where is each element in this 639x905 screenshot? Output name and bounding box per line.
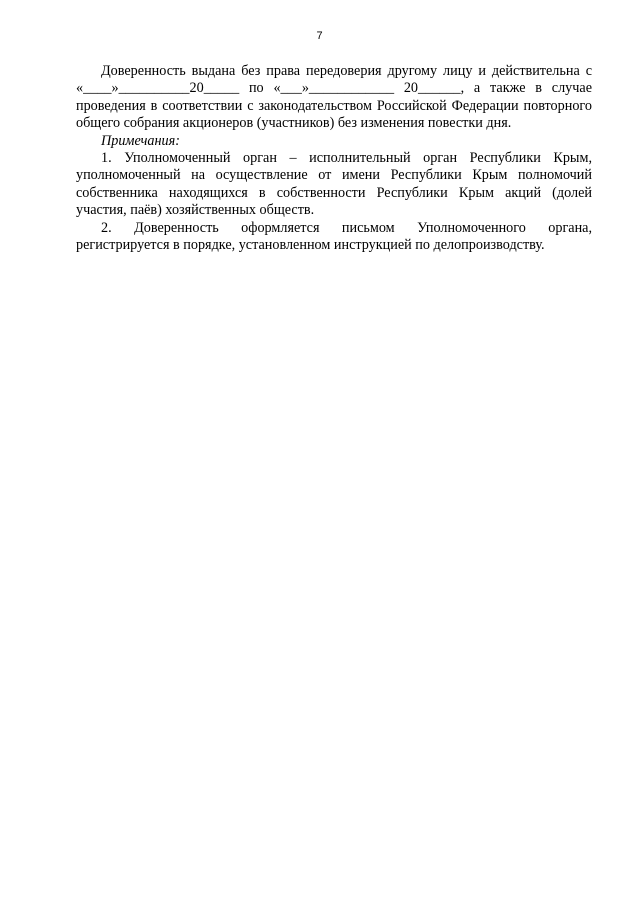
note-item-2: 2. Доверенность оформляется письмом Уполномоченного органа, регистрируется в порядке, установленном инструкцией по делопроизводству. <box>76 219 592 254</box>
note-item-1: 1. Уполномоченный орган – исполнительный орган Республики Крым, уполномоченный на осуществление от имени Республики Крым полномочий собственника находящихся в собственности Республики Крым акций (долей участия, паёв) хозяйственных обществ. <box>76 150 592 219</box>
notes-heading-text: Примечания <box>101 132 176 149</box>
document-body <box>76 63 592 254</box>
notes-heading-colon: : <box>175 132 180 149</box>
validity-paragraph: Доверенность выдана без права передоверия другому лицу и действительна с «____»__________20_____ по «___»____________ 20______, а также в случае проведения в соответствии с законодательством Российской Федерации повторного общего собрания акционеров (участников) без изменения повестки дня. <box>76 63 592 132</box>
notes-heading <box>76 133 592 150</box>
page-number: 7 <box>316 30 323 42</box>
